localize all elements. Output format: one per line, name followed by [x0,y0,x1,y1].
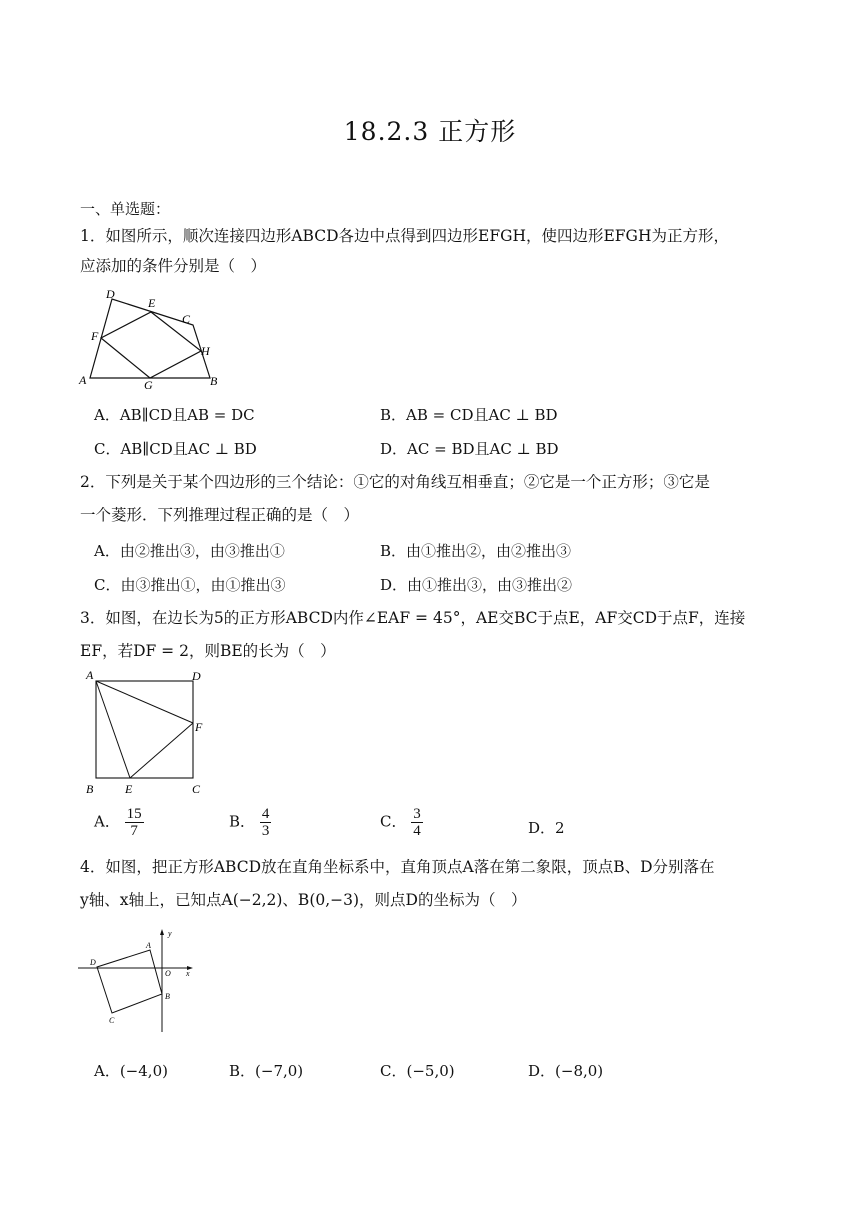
q3-text-line2: EF，若DF = 2，则BE的长为（ ） [80,642,336,660]
q4-text-line1: 4．如图，把正方形ABCD放在直角坐标系中，直角顶点A落在第二象限，顶点B、D分别落在 [80,858,715,876]
q2-option-a[interactable]: A．由②推出③，由③推出① [94,542,285,560]
q3-label-c: C [192,782,201,796]
q1-label-g: G [144,378,153,390]
q2-text-line1: 2．下列是关于某个四边形的三个结论：①它的对角线互相垂直；②它是一个正方形；③它是 [80,473,710,491]
q4-label-a: A [146,941,151,950]
q3-label-f: F [195,720,203,734]
q4-label-o: O [165,969,171,978]
q4-figure [78,926,198,1036]
q4-label-d: D [90,958,96,967]
q2-text-line2: 一个菱形．下列推理过程正确的是（ ） [80,506,360,524]
q4-option-d[interactable]: D．(−8,0) [528,1062,604,1080]
fraction: $\frac{15}{7}$ [126,806,142,839]
q2-option-c[interactable]: C．由③推出①，由①推出③ [94,576,286,594]
q2-option-b[interactable]: B．由①推出②，由②推出③ [380,542,572,560]
q1-label-e: E [148,296,156,310]
q3-option-c[interactable]: C． $\frac{3}{4}$ [380,806,421,839]
q4-text-line2: y轴、x轴上，已知点A(−2,2)、B(0,−3)，则点D的坐标为（ ） [80,891,527,909]
section-heading: 一、单选题： [80,200,171,218]
fraction: $\frac{3}{4}$ [413,806,421,839]
page-title: 18.2.3 正方形 [343,117,517,146]
q1-label-b: B [210,374,218,388]
q3-label-a: A [86,668,94,682]
q1-option-c[interactable]: C．AB∥CD且AC ⊥ BD [94,440,257,458]
q3-figure [82,668,212,800]
q1-option-b[interactable]: B．AB = CD且AC ⊥ BD [380,406,558,424]
q1-label-c: C [182,312,191,326]
q1-text-line1: 1．如图所示，顺次连接四边形ABCD各边中点得到四边形EFGH，使四边形EFGH为正方形， [80,227,729,245]
q1-label-h: H [201,344,210,358]
q4-option-b[interactable]: B．(−7,0) [229,1062,304,1080]
q4-label-b: B [165,992,170,1001]
q3-option-b[interactable]: B． $\frac{4}{3}$ [229,806,270,839]
q1-text-line2: 应添加的条件分别是（ ） [80,257,267,275]
q4-option-a[interactable]: A．(−4,0) [94,1062,168,1080]
q4-option-c[interactable]: C．(−5,0) [380,1062,455,1080]
q3-option-d[interactable]: D．2 [528,819,565,837]
q1-label-a: A [79,373,87,387]
q2-option-d[interactable]: D．由①推出③，由③推出② [380,576,573,594]
fraction: $\frac{4}{3}$ [261,806,270,839]
q3-label-e: E [125,782,133,796]
q3-text-line1: 3．如图，在边长为5的正方形ABCD内作∠EAF = 45°，AE交BC于点E，AF交CD于点F，连接 [80,609,746,627]
q4-label-x: x [186,969,190,978]
q4-label-y: y [168,929,172,938]
q3-option-a[interactable]: A． $\frac{15}{7}$ [94,806,142,839]
q1-figure [78,286,228,390]
q4-label-c: C [109,1016,115,1025]
q1-label-f: F [91,329,99,343]
q1-option-d[interactable]: D．AC = BD且AC ⊥ BD [380,440,559,458]
q1-option-a[interactable]: A．AB∥CD且AB = DC [94,406,255,424]
q3-label-b: B [86,782,94,796]
q1-label-d: D [106,287,115,301]
q3-label-d: D [192,669,201,683]
